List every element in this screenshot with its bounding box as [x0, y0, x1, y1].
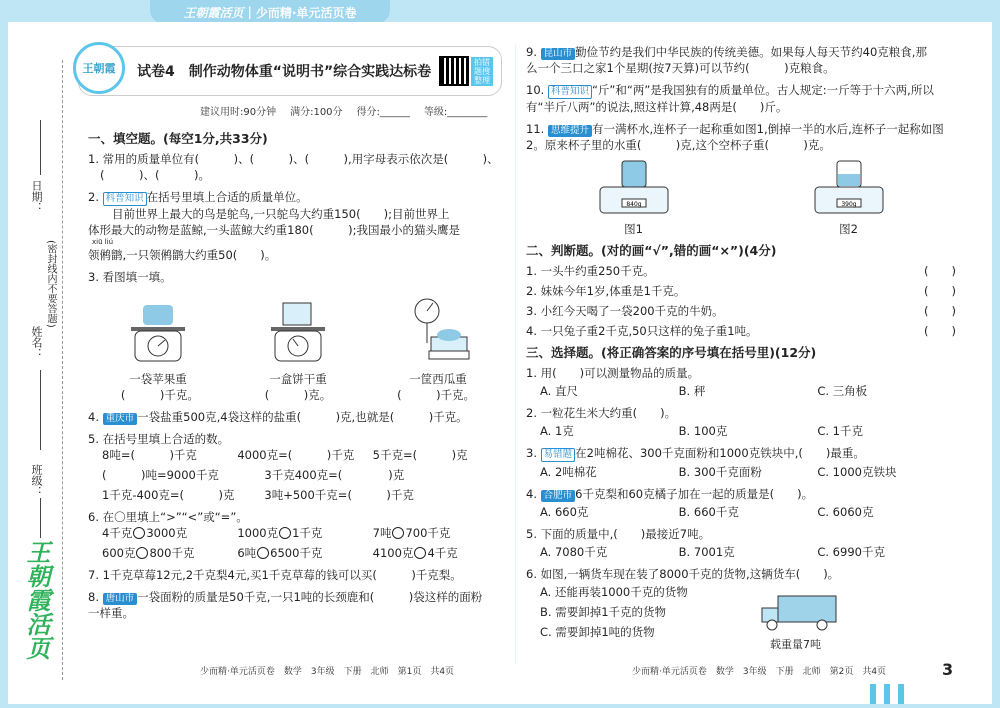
date-line [40, 120, 41, 175]
caption-apple: 一袋苹果重 [129, 372, 187, 386]
page-number: 3 [942, 660, 954, 679]
tag-hefei: 合肥市 [541, 490, 576, 502]
judge-answer[interactable]: ( ) [924, 264, 956, 278]
judge-item: 4. 一只兔子重2千克,50只这样的兔子重1吨。 [526, 324, 758, 338]
option[interactable]: C. 6060克 [817, 505, 874, 519]
q5-item[interactable]: 3千克400克=( )克 [264, 468, 405, 482]
apple-scale-icon [123, 297, 193, 367]
compare-circle[interactable] [136, 547, 148, 559]
judge-list [526, 263, 956, 339]
option[interactable]: B. 需要卸掉1千克的货物 [540, 605, 667, 619]
tag-tricky: 易错题 [541, 448, 576, 462]
biscuit-scale-icon [263, 297, 333, 367]
cup-half-scale-icon [809, 157, 889, 217]
choice-3: 3. 易错题 在2吨棉花、300千克面粉和1000克铁块中,( )最重。 A. 2吨棉花 B. 300千克面粉 C. 1000克铁块 [526, 445, 956, 480]
q2-line3: 领鸺鹠,一只领鸺鹠大约重50( )。 [88, 248, 277, 262]
question-7: 7. 1千克草莓12元,2千克梨4元,买1千克草莓的钱可以买( )千克梨。 [88, 568, 462, 582]
tag-tangshan: 唐山市 [103, 593, 138, 605]
q2-stem: 在括号里填上合适的质量单位。 [146, 190, 308, 204]
option[interactable]: A. 1克 [540, 424, 574, 438]
name-line [40, 370, 41, 450]
option[interactable]: C. 6990千克 [817, 545, 885, 559]
option[interactable]: A. 直尺 [540, 384, 578, 398]
cup-full-scale-icon [594, 157, 674, 217]
q11-line1: 有一满杯水,连杯子一起称重如图1,倒掉一半的水后,连杯子一起称如图 [591, 122, 944, 136]
left-column [88, 128, 508, 627]
level-field[interactable]: 等级:________ [423, 107, 488, 118]
series-text: 少而精·单元活页卷 [255, 5, 357, 20]
q6-right: 1千克 [292, 526, 323, 540]
q6-left: 4千克 [102, 526, 133, 540]
readout-2: 390g [840, 201, 857, 208]
figure-1-label: 图1 [624, 222, 643, 236]
q5-stem: 5. 在括号里填上合适的数。 [88, 432, 230, 446]
option[interactable]: B. 660千克 [678, 505, 739, 519]
q10-line2: 有“半斤八两”的说法,照这样计算,48两是( )斤。 [526, 100, 788, 114]
q6-left: 4100克 [372, 546, 414, 560]
q3-stem: 3. 看图填一填。 [88, 270, 172, 284]
option[interactable]: B. 300千克面粉 [678, 465, 762, 479]
question-6 [88, 509, 508, 561]
readout-1: 840g [625, 201, 642, 208]
question-5 [88, 431, 508, 503]
judge-answer[interactable]: ( ) [924, 324, 956, 338]
page-divider [515, 44, 516, 664]
class-line [40, 498, 41, 538]
choice-2 [526, 405, 956, 439]
answer-apple[interactable]: ( )千克。 [120, 388, 199, 402]
tag-thinking: 思维提升 [548, 125, 592, 137]
time-label: 建议用时:90分钟 [200, 107, 277, 118]
question-3 [88, 269, 508, 403]
truck-icon [760, 594, 840, 632]
section-judge: 二、判断题。(对的画“√”,错的画“×”)(4分) [526, 243, 777, 258]
q8-line2: 一样重。 [88, 606, 134, 620]
c6-stem: 6. 如图,一辆货车现在装了8000千克的货物,这辆货车( )。 [526, 567, 840, 581]
choice-1 [526, 365, 956, 399]
answer-melon[interactable]: ( )千克。 [397, 388, 476, 402]
option[interactable]: A. 还能再装1000千克的货物 [540, 585, 688, 599]
question-9: 9. 昆山市 勤俭节约是我们中华民族的传统美德。如果每人每天节约40克粮食,那 么一个三口之家1个星期(按7天算)可以节约( )克粮食。 [526, 44, 956, 76]
tag-science: 科普知识 [548, 85, 592, 99]
tag-chongqing: 重庆市 [103, 413, 138, 425]
option[interactable]: C. 1000克铁块 [817, 465, 897, 479]
question-2: 2. 科普知识 在括号里填上合适的质量单位。 目前世界上最大的鸟是鸵鸟,一只鸵鸟大约重150( );目前世界上 体形最大的动物是蓝鲸,一头蓝鲸大约重180( );我国最小的猫头鹰是 xiū liú 领鸺鹠,一只领鸺鹠大约重50( )。 [88, 189, 508, 263]
separator: | [247, 5, 252, 19]
score-field[interactable]: 得分:______ [356, 107, 410, 118]
q1-line1: 1. 常用的质量单位有( )、( )、( ),用字母表示依次是( )、 [88, 152, 499, 166]
watermelon-scale-icon [403, 297, 473, 367]
q6-right: 800千克 [149, 546, 195, 560]
pinyin: xiū liú [92, 238, 114, 246]
title-box [78, 46, 502, 96]
decor-bar [898, 684, 904, 704]
question-1 [88, 151, 508, 183]
option[interactable]: B. 100克 [678, 424, 728, 438]
class-label: 班级： [30, 464, 43, 497]
name-label: 姓名： [30, 326, 43, 359]
option[interactable]: A. 7080千克 [540, 545, 608, 559]
compare-circle[interactable] [392, 527, 404, 539]
logo-badge: 王朝霞 [73, 42, 125, 94]
option[interactable]: B. 7001克 [678, 545, 735, 559]
full-score: 满分:100分 [290, 107, 343, 118]
section-choice: 三、选择题。(将正确答案的序号填在括号里)(12分) [526, 345, 817, 360]
top-banner [150, 0, 390, 24]
decor-bar [884, 684, 890, 704]
right-column [526, 44, 956, 642]
caption-melon: 一筐西瓜重 [409, 372, 467, 386]
q9-line2: 么一个三口之家1个星期(按7天算)可以节约( )克粮食。 [526, 61, 835, 75]
compare-circle[interactable] [133, 527, 145, 539]
q6-stem: 6. 在〇里填上“>”“<”或“=”。 [88, 510, 248, 524]
judge-item: 2. 妹妹今年1岁,体重是1千克。 [526, 284, 686, 298]
q3-captions [88, 371, 508, 387]
compare-circle[interactable] [414, 547, 426, 559]
c4-stem: 6千克梨和60克橘子加在一起的质量是( )。 [575, 487, 814, 501]
vertical-brand: 王朝霞活页 [22, 540, 51, 660]
footer-left: 少而精·单元活页卷 数学 3年级 下册 北师 第1页 共4页 [200, 667, 455, 677]
judge-answer[interactable]: ( ) [924, 284, 956, 298]
q5-item[interactable]: 1千克-400克=( )克 [102, 488, 235, 502]
q9-line1: 勤俭节约是我们中华民族的传统美德。如果每人每天节约40克粮食,那 [575, 45, 927, 59]
figure-2-label: 图2 [839, 222, 858, 236]
option[interactable]: A. 2吨棉花 [540, 465, 597, 479]
section-fill-blank: 一、填空题。(每空1分,共33分) [88, 131, 268, 146]
q6-right: 6500千克 [270, 546, 323, 560]
qr-code-icon[interactable] [439, 56, 469, 86]
choice-5 [526, 526, 956, 560]
q6-right: 700千克 [405, 526, 451, 540]
q4-stem: 一袋盐重500克,4袋这样的盐重( )克,也就是( )千克。 [137, 410, 468, 424]
q3-pictures [88, 291, 508, 367]
q1-line2: ( )、( )。 [100, 168, 210, 182]
tag-science: 科普知识 [103, 192, 147, 206]
seal-note: (密封线内不要答题) [45, 240, 56, 328]
truck-caption: 载重量7吨 [770, 638, 821, 651]
q3-answers [88, 387, 508, 403]
date-label: 日期： [30, 180, 43, 213]
qr-caption: 拍错题搜整理 [471, 57, 493, 86]
seal-dash-line [62, 60, 63, 680]
question-10: 10. 科普知识 “斤”和“两”是我国独有的质量单位。古人规定:一斤等于十六两,所以 有“半斤八两”的说法,照这样计算,48两是( )斤。 [526, 82, 956, 115]
compare-circle[interactable] [257, 547, 269, 559]
q5-item[interactable]: 8吨=( )千克 [102, 448, 197, 462]
c5-stem: 5. 下面的质量中,( )最接近7吨。 [526, 527, 711, 541]
answer-biscuit[interactable]: ( )克。 [264, 388, 332, 402]
q6-right: 4千克 [427, 546, 458, 560]
option[interactable]: C. 1千克 [817, 424, 864, 438]
brand-text: 王朝霞活页 [183, 5, 244, 20]
footer-right: 少而精·单元活页卷 数学 3年级 下册 北师 第2页 共4页 [632, 667, 887, 677]
q11-line2: 2。原来杯子里的水重( )克,这个空杯子重( )克。 [526, 138, 831, 152]
q8-line1: 一袋面粉的质量是50千克,一只1吨的长颈鹿和( )袋这样的面粉 [137, 590, 483, 604]
tag-kunshan: 昆山市 [541, 48, 576, 60]
choice-6 [526, 566, 956, 642]
c1-stem: 1. 用( )可以测量物品的质量。 [526, 366, 700, 380]
q11-captions [526, 221, 956, 237]
question-11: 11. 思维提升 有一满杯水,连杯子一起称重如图1,倒掉一半的水后,连杯子一起称如图 2。原来杯子里的水重( )克,这个空杯子重( )克。 840g 390g 图1 图2 [526, 121, 956, 237]
q6-left: 1000克 [237, 526, 279, 540]
choice-4: 4. 合肥市 6千克梨和60克橘子加在一起的质量是( )。 A. 660克 B. 660千克 C. 6060克 [526, 486, 956, 520]
q2-line2: 体形最大的动物是蓝鲸,一头蓝鲸大约重180( );我国最小的猫头鹰是 [88, 223, 460, 237]
q6-left: 7吨 [372, 526, 392, 540]
meta-row [200, 103, 487, 118]
question-4: 4. 重庆市 一袋盐重500克,4袋这样的盐重( )克,也就是( )千克。 [88, 410, 468, 424]
decor-bar [870, 684, 876, 704]
q5-item[interactable]: ( )吨=9000千克 [102, 468, 219, 482]
q5-item[interactable]: 3吨+500千克=( )千克 [264, 488, 414, 502]
c2-stem: 2. 一粒花生米大约重( )。 [526, 406, 677, 420]
judge-item: 3. 小红今天喝了一袋200千克的牛奶。 [526, 304, 724, 318]
q6-left: 600克 [102, 546, 136, 560]
caption-biscuit: 一盒饼干重 [269, 372, 327, 386]
option[interactable]: C. 需要卸掉1吨的货物 [540, 625, 655, 639]
q5-item[interactable]: 4000克=( )千克 [237, 448, 355, 462]
judge-item: 1. 一头牛约重250千克。 [526, 264, 655, 278]
page-title: 试卷4 制作动物体重“说明书”综合实践达标卷 [137, 64, 432, 80]
q5-item[interactable]: 5千克=( )克 [372, 448, 468, 462]
q6-left: 6吨 [237, 546, 257, 560]
q11-figures [526, 157, 956, 217]
q2-line1: 目前世界上最大的鸟是鸵鸟,一只鸵鸟大约重150( );目前世界上 [112, 207, 450, 221]
c3-stem: 在2吨棉花、300千克面粉和1000克铁块中,( )最重。 [575, 446, 865, 460]
option[interactable]: B. 秤 [678, 384, 706, 398]
judge-answer[interactable]: ( ) [924, 304, 956, 318]
option[interactable]: A. 660克 [540, 505, 589, 519]
option[interactable]: C. 三角板 [817, 384, 868, 398]
q6-right: 3000克 [146, 526, 188, 540]
compare-circle[interactable] [279, 527, 291, 539]
q10-line1: “斤”和“两”是我国独有的质量单位。古人规定:一斤等于十六两,所以 [591, 83, 934, 97]
question-8: 8. 唐山市 一袋面粉的质量是50千克,一只1吨的长颈鹿和( )袋这样的面粉 一样重。 [88, 589, 508, 621]
